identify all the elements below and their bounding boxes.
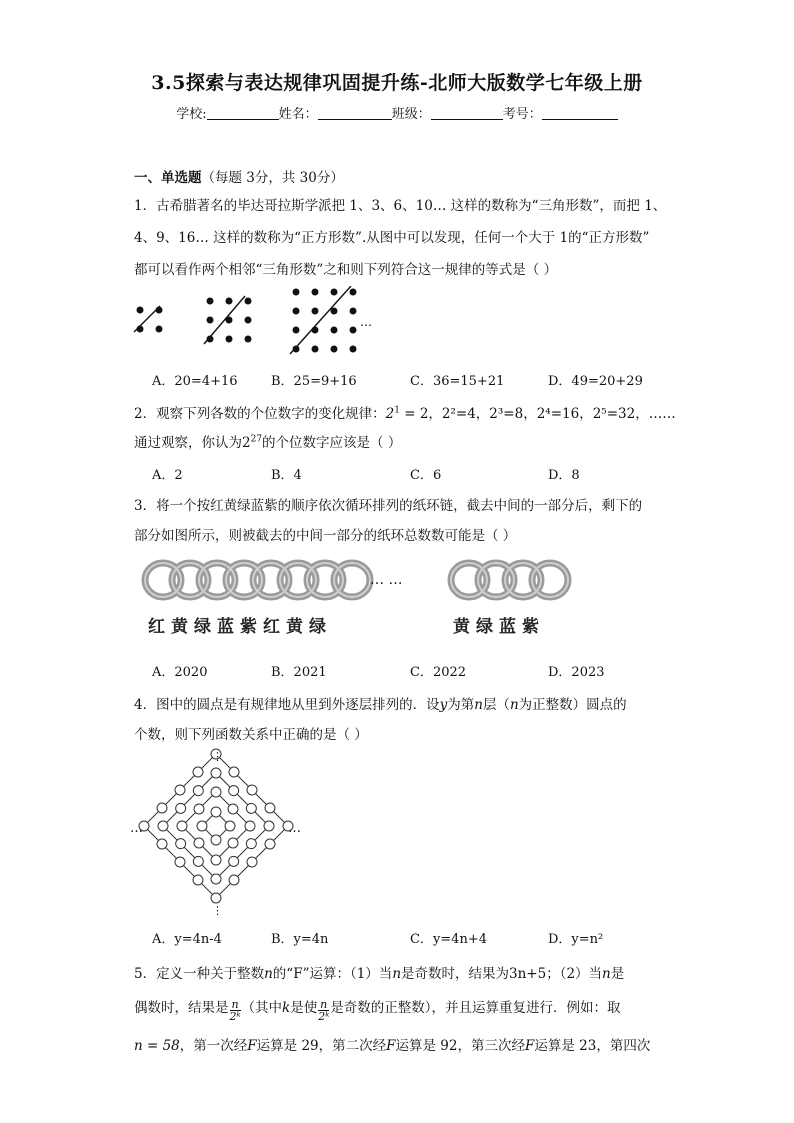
dot	[350, 308, 357, 315]
q2-text-c: 通过观察，你认为	[134, 435, 242, 451]
q4-line-2: 个数，则下列函数关系中正确的是（ ）	[134, 727, 368, 743]
layer-dot	[225, 821, 235, 831]
ring-highlight	[253, 563, 289, 597]
layer-dot	[211, 893, 221, 903]
layer-dot	[193, 767, 203, 777]
q3-left-color-labels: 红黄绿蓝紫红黄绿	[148, 617, 332, 637]
q5-var-n-c: n	[602, 966, 611, 982]
q2-text-d: 的个位数字应该是（ ）	[262, 435, 402, 451]
q5-text-k: ，第一次经	[179, 1038, 248, 1054]
q5-line-1	[134, 962, 624, 982]
q1-ellipsis: …	[360, 315, 372, 329]
q5-var-n-b: n	[392, 966, 402, 982]
q4-option-b[interactable]: B．y=4n	[271, 932, 329, 947]
divider-line	[290, 286, 351, 354]
dot	[312, 308, 319, 315]
layer-dot	[228, 804, 238, 814]
school-label: 学校:	[176, 107, 207, 122]
layer-dot	[193, 875, 203, 885]
frac-denominator: 2ᵏ	[318, 1010, 330, 1023]
q4-diamond-figure	[128, 748, 308, 916]
ring-highlight	[307, 563, 343, 597]
layer-dot	[264, 821, 274, 831]
q2-power-base: 2	[242, 435, 251, 451]
q4-line-1	[134, 693, 627, 713]
q3-right-color-labels: 黄绿蓝紫	[453, 617, 545, 637]
q5-fraction-1	[230, 999, 241, 1022]
q5-text-e: ；（2）当	[546, 966, 603, 982]
q5-text-h: （其中	[241, 1000, 283, 1016]
dot	[350, 289, 357, 296]
frac-numerator: n	[320, 998, 328, 1011]
q3-line-2: 部分如图所示，则被截去的中间一部分的纸环总数数可能是（ ）	[134, 528, 517, 544]
ring-highlight	[451, 563, 487, 597]
dot	[331, 346, 338, 353]
layer-dot	[194, 838, 204, 848]
dot	[245, 336, 252, 343]
layer-dot	[157, 803, 167, 813]
layer-dot	[245, 821, 255, 831]
q5-line-3	[134, 1034, 650, 1054]
q2-option-b[interactable]: B．4	[271, 468, 302, 483]
school-blank[interactable]	[207, 106, 279, 120]
q1-dot-figure	[128, 286, 388, 356]
q1-line-2: 4、9、16… 这样的数称为“正方形数”.从图中可以发现，任何一个大于 1的“正方形数”	[134, 230, 650, 246]
layer-dot	[175, 857, 185, 867]
q1-option-d[interactable]: D．49=20+29	[548, 374, 643, 389]
dot	[226, 298, 233, 305]
q2-eq-rest: = 2	[399, 406, 429, 422]
q2-option-c[interactable]: C．6	[410, 468, 442, 483]
dot	[156, 326, 163, 333]
page-title: 3.5探索与表达规律巩固提升练-北师大版数学七年级上册	[151, 72, 643, 94]
dot	[245, 298, 252, 305]
layer-dot	[211, 855, 221, 865]
layer-dot	[197, 821, 207, 831]
ring-highlight	[226, 563, 262, 597]
ring-highlight	[145, 563, 181, 597]
q3-option-b[interactable]: B．2021	[271, 665, 327, 680]
q1-option-c[interactable]: C．36=15+21	[410, 374, 505, 389]
layer-dot	[246, 839, 256, 849]
q4-option-d[interactable]: D．y=n²	[548, 932, 604, 947]
dot	[312, 346, 319, 353]
layer-dot	[211, 807, 221, 817]
q5-fraction-2	[318, 999, 329, 1022]
q4-var-y: y	[439, 697, 448, 713]
layer-dot	[265, 803, 275, 813]
q4-text-d: 为正整数）圆点的	[518, 697, 627, 713]
q2-option-d[interactable]: D．8	[548, 468, 580, 483]
q4-right-ellipsis: …	[288, 821, 301, 836]
layer-dot	[247, 857, 257, 867]
layer-2-outline	[182, 792, 250, 860]
q3-option-c[interactable]: C．2022	[410, 665, 467, 680]
q4-left-ellipsis: …	[130, 821, 143, 836]
dot	[137, 307, 144, 314]
q2-text-a: 2．观察下列各数的个位数字的变化规律：	[134, 406, 386, 422]
ring-highlight	[478, 563, 514, 597]
number-blank[interactable]	[542, 106, 618, 120]
layer-dot	[246, 803, 256, 813]
q5-text-g: 偶数时，结果是	[134, 1000, 229, 1016]
q5-var-F-3: F	[525, 1038, 535, 1054]
frac-denominator: 2ᵏ	[229, 1010, 241, 1023]
q4-top-ellipsis: ⋮	[212, 750, 223, 763]
q5-n-eq: n = 58	[134, 1038, 180, 1054]
q5-text-a: 5．定义一种关于整数	[134, 966, 265, 982]
q5-text-f: 是	[610, 966, 625, 982]
layer-dot	[229, 767, 239, 777]
dot	[293, 308, 300, 315]
layer-dot	[228, 838, 238, 848]
q4-option-c[interactable]: C．y=4n+4	[410, 932, 487, 947]
dot	[350, 327, 357, 334]
q3-option-d[interactable]: D．2023	[548, 665, 605, 680]
ring-highlight	[280, 563, 316, 597]
q3-dots: … …	[370, 572, 403, 588]
q5-text-b: 的“F”运算：（1）当	[272, 966, 393, 982]
dot	[312, 289, 319, 296]
layer-dot	[229, 856, 239, 866]
dot	[207, 298, 214, 305]
name-label: 姓名：	[278, 107, 318, 122]
q3-line-1: 3．将一个按红黄绿蓝紫的顺序依次循环排列的纸环链，截去中间的一部分后，剩下的	[134, 498, 643, 514]
q3-option-a[interactable]: A．2020	[152, 665, 208, 680]
dot	[331, 327, 338, 334]
q5-text-c: 是奇数时，结果为	[401, 966, 510, 982]
layer-dot	[229, 875, 239, 885]
q1-line-1: 1．古希腊著名的毕达哥拉斯学派把 1、3、6、10… 这样的数称为“三角形数”，而把 1、	[134, 198, 667, 214]
q5-text-m: 运算是 92，第三次经	[395, 1038, 525, 1054]
layer-dot	[176, 803, 186, 813]
q2-eq-base: 2	[385, 406, 395, 422]
section-label: 一、单选题	[134, 170, 202, 186]
q2-option-a[interactable]: A．2	[152, 468, 183, 483]
class-blank[interactable]	[431, 106, 503, 120]
dot	[245, 317, 252, 324]
q2-eq-exp: 1	[394, 405, 400, 416]
layer-dot	[193, 856, 203, 866]
class-label: 班级：	[391, 107, 431, 122]
student-info-row	[0, 103, 794, 122]
layer-dot	[265, 839, 275, 849]
q5-var-F-2: F	[386, 1038, 396, 1054]
q4-text-c: 层（	[482, 697, 510, 713]
layer-dot	[211, 874, 221, 884]
q2-line-1	[134, 402, 676, 422]
layer-dot	[211, 835, 221, 845]
layer-dot	[211, 787, 221, 797]
q5-text-j: 是奇数的正整数），并且运算重复进行．例如：取	[330, 1000, 621, 1016]
q5-text-n: 运算是 23，第四次	[534, 1038, 651, 1054]
layer-dot	[194, 804, 204, 814]
layer-dot	[211, 768, 221, 778]
dot	[207, 317, 214, 324]
q3-ring-chain	[138, 556, 578, 606]
dot	[226, 336, 233, 343]
layer-dot	[176, 839, 186, 849]
layer-dot	[229, 786, 239, 796]
q5-text-i: 是使	[290, 1000, 318, 1016]
ring-highlight	[505, 563, 541, 597]
number-label: 考号：	[502, 107, 542, 122]
q4-text-a: 4．图中的圆点是有规律地从里到外逐层排列的．设	[134, 697, 440, 713]
q1-line-3: 都可以看作两个相邻“三角形数”之和则下列符合这一规律的等式是（ ）	[134, 262, 558, 278]
layer-dot	[247, 785, 257, 795]
ring-highlight	[334, 563, 370, 597]
frac-numerator: n	[231, 998, 239, 1011]
section-heading	[134, 166, 344, 186]
q2-power-exp: 27	[250, 434, 263, 445]
q5-var-n-a: n	[264, 966, 273, 982]
dot	[350, 346, 357, 353]
layer-dot	[158, 821, 168, 831]
q4-text-b: 为第	[447, 697, 475, 713]
layer-dot	[177, 821, 187, 831]
dot	[312, 327, 319, 334]
q5-expr: 3n+5	[509, 966, 547, 982]
q4-bottom-ellipsis: ⋮	[212, 904, 223, 916]
q1-option-b[interactable]: B．25=9+16	[271, 374, 357, 389]
ring-highlight	[172, 563, 208, 597]
q2-text-b: ，2²=4，2³=8，2⁴=16，2⁵=32，……	[428, 406, 676, 422]
name-blank[interactable]	[318, 106, 392, 120]
q4-var-n: n	[474, 697, 483, 713]
dot	[293, 289, 300, 296]
ring-highlight	[199, 563, 235, 597]
q5-text-l: 运算是 29，第二次经	[256, 1038, 387, 1054]
layer-dot	[193, 786, 203, 796]
q2-line-2	[134, 431, 401, 451]
ring-highlight	[532, 563, 568, 597]
q4-option-a[interactable]: A．y=4n-4	[152, 932, 222, 947]
q5-var-k: k	[282, 1000, 291, 1016]
section-note: （每题 3分，共 30分）	[201, 170, 344, 186]
q5-line-2	[134, 996, 620, 1022]
layer-dot	[175, 785, 185, 795]
q5-var-F-1: F	[247, 1038, 257, 1054]
dot	[293, 327, 300, 334]
q4-var-n-2: n	[509, 697, 519, 713]
dot	[331, 289, 338, 296]
layer-dot	[157, 839, 167, 849]
q1-option-a[interactable]: A．20=4+16	[152, 374, 238, 389]
